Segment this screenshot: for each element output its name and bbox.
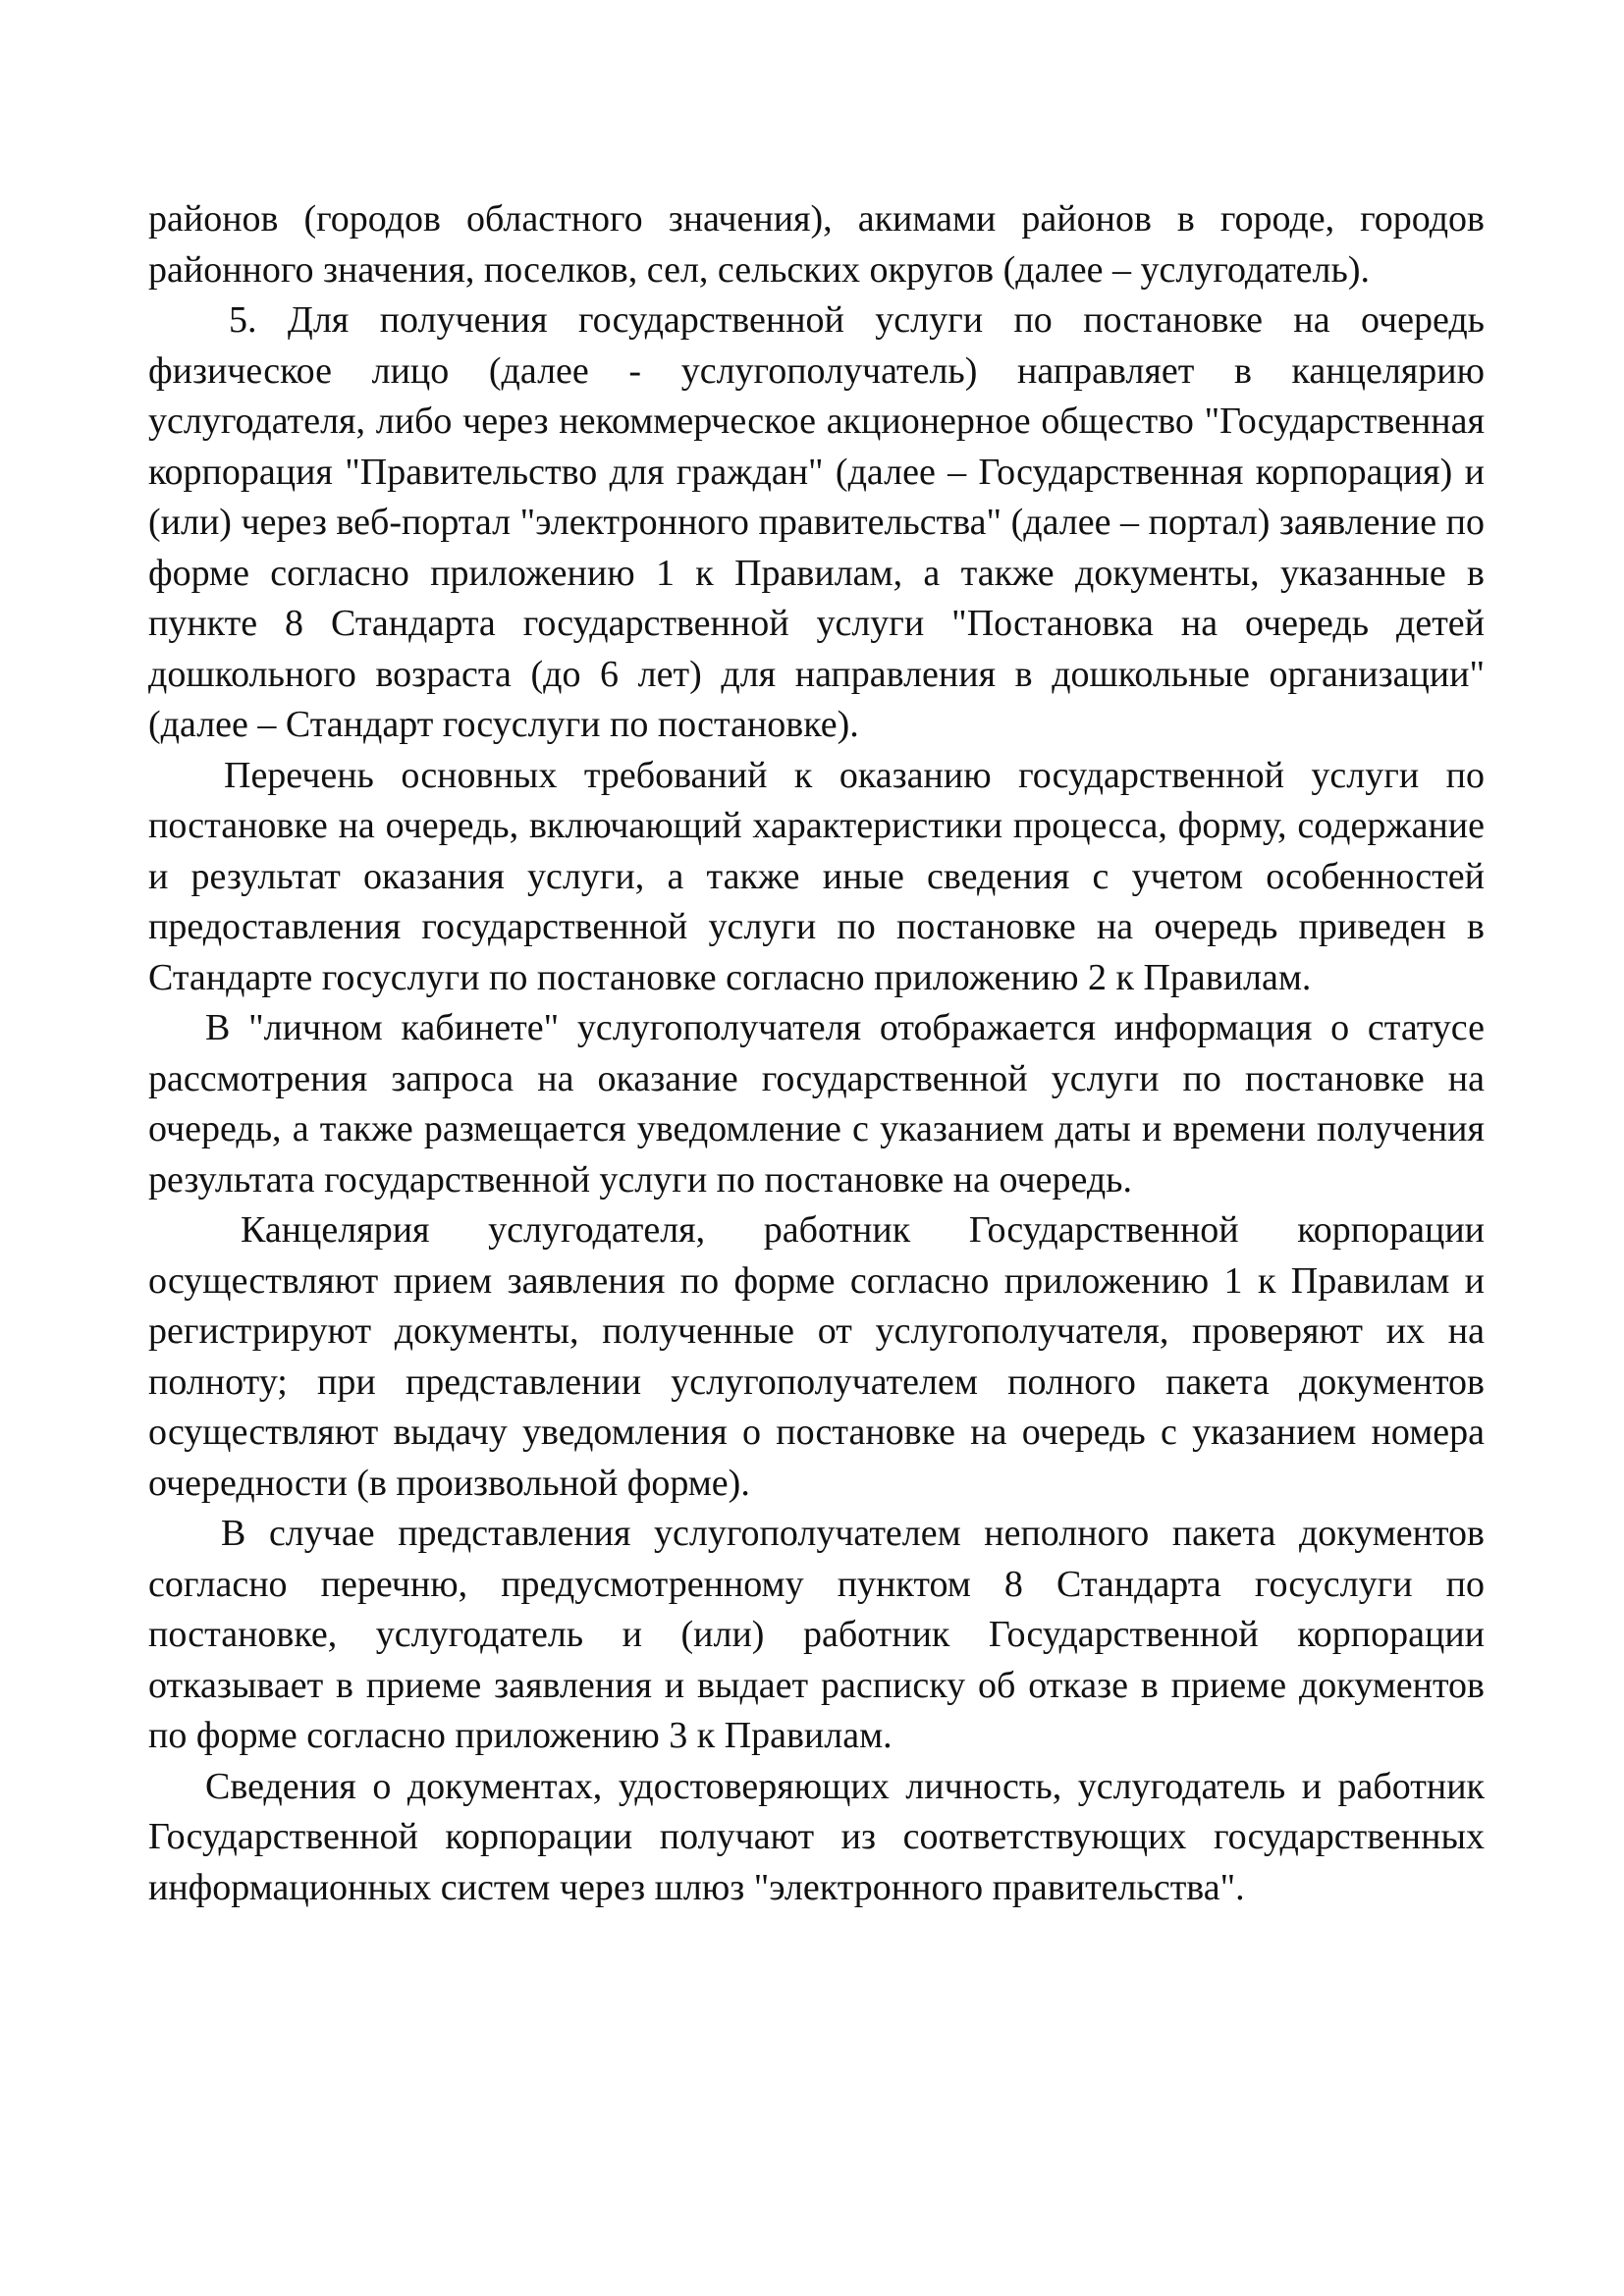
paragraph-continuation: районов (городов областного значения), акимами районов в городе, городов районного значения, поселков, сел, сельских округов (далее – услугодатель). [148, 198, 1485, 291]
paragraph-item-5: 5. Для получения государственной услуги по постановке на очередь физическое лицо (далее - услугополучатель) направляет в канцелярию услугодателя, либо через некоммерческое акционерное общество "Государственная корпорация "Правительство для граждан" (далее – Государственная корпорация) и (или) через веб-портал "электронного правительства" (далее – портал) заявление по форме согласно приложению 1 к Правилам, а также документы, указанные в пункте 8 Стандарта государственной услуги "Постановка на очередь детей дошкольного возраста (до 6 лет) для направления в дошкольные организации" (далее – Стандарт госуслуги по постановке). [148, 299, 1485, 745]
paragraph-office-reception: Канцелярия услугодателя, работник Государственной корпорации осуществляют прием заявления по форме согласно приложению 1 к Правилам и регистрируют документы, полученные от услугополучателя, проверяют их на полноту; при представлении услугополучателем полного пакета документов осуществляют выдачу уведомления о постановке на очередь с указанием номера очередности (в произвольной форме). [148, 1209, 1485, 1504]
paragraph-personal-cabinet: В "личном кабинете" услугополучателя отображается информация о статусе рассмотрения запроса на оказание государственной услуги по постановке на очередь, а также размещается уведомление с указанием даты и времени получения результата государственной услуги по постановке на очередь. [148, 1007, 1485, 1201]
paragraph-requirements: Перечень основных требований к оказанию государственной услуги по постановке на очередь, включающий характеристики процесса, форму, содержание и результат оказания услуги, а также иные сведения с учетом особенностей предоставления государственной услуги по постановке на очередь приведен в Стандарте госуслуги по постановке согласно приложению 2 к Правилам. [148, 754, 1485, 998]
paragraph-incomplete-package: В случае представления услугополучателем неполного пакета документов согласно перечню, предусмотренному пунктом 8 Стандарта госуслуги по постановке, услугодатель и (или) работник Государственной корпорации отказывает в приеме заявления и выдает расписку об отказе в приеме документов по форме согласно приложению 3 к Правилам. [148, 1513, 1485, 1756]
document-page [148, 194, 1485, 1913]
paragraph-identity-documents: Сведения о документах, удостоверяющих личность, услугодатель и работник Государственной корпорации получают из соответствующих государственных информационных систем через шлюз "электронного правительства". [148, 1765, 1485, 1908]
